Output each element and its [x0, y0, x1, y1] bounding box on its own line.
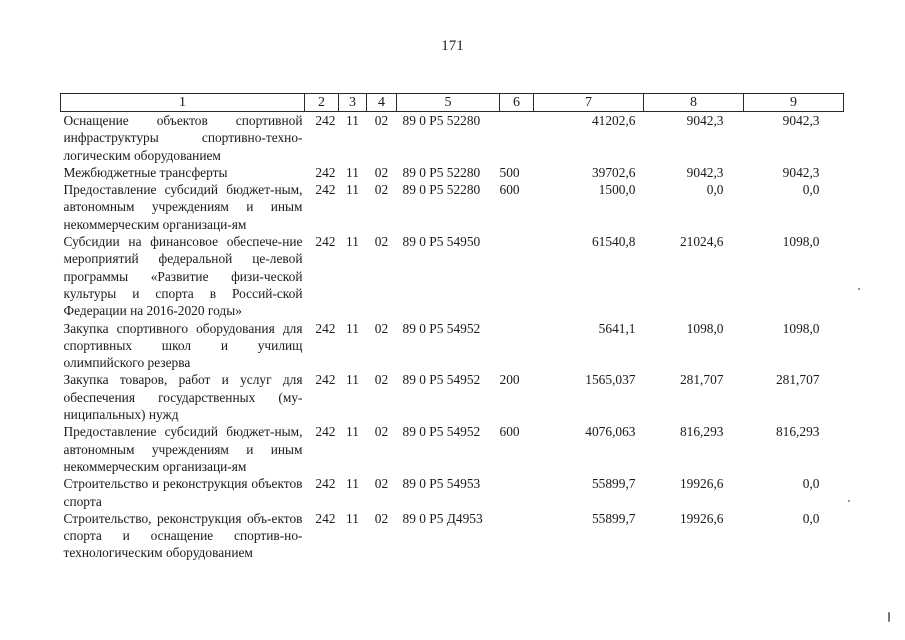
cell-code: 89 0 Р5 52280 [402, 164, 481, 180]
column-header: 7 [534, 94, 644, 112]
budget-table [60, 93, 844, 562]
cell-amount-2: 9042,3 [686, 164, 724, 180]
row-name: Предоставление субсидий бюджет-ным, автономным учреждениям и иным некоммерческим организаци-ям [63, 424, 303, 474]
scan-speck [888, 612, 890, 622]
cell-c2: 242 [315, 182, 336, 198]
cell-c2: 242 [315, 476, 336, 492]
column-header: 6 [500, 94, 534, 112]
row-name: Строительство, реконструкция объ-ектов спорта и оснащение спортив-но-технологическим оборудованием [63, 510, 303, 561]
cell-c6 [500, 233, 534, 319]
table-row [61, 510, 844, 562]
row-name: Оснащение объектов спортивной инфраструктуры спортивно-техно-логическим оборудованием [63, 113, 303, 163]
cell-c2: 242 [315, 372, 336, 388]
cell-c3: 11 [346, 510, 359, 526]
table-header-row [61, 94, 844, 112]
cell-c2: 242 [315, 510, 336, 526]
cell-amount-1: 1565,037 [585, 372, 636, 388]
cell-amount-1: 61540,8 [591, 234, 636, 250]
cell-c6: 600 [499, 182, 520, 198]
cell-amount-3: 1098,0 [782, 234, 820, 250]
cell-c4: 02 [374, 510, 389, 526]
column-header: 2 [305, 94, 339, 112]
column-header: 9 [744, 94, 844, 112]
cell-c4: 02 [374, 182, 389, 198]
row-name: Закупка спортивного оборудования для спортивных школ и училищ олимпийского резерва [63, 320, 303, 371]
cell-amount-3: 816,293 [775, 424, 820, 440]
cell-c6 [500, 320, 534, 372]
cell-c3: 11 [346, 424, 359, 440]
cell-code: 89 0 Р5 52280 [402, 182, 481, 198]
cell-c6: 500 [499, 164, 520, 180]
cell-amount-1: 1500,0 [598, 182, 636, 198]
cell-c3: 11 [346, 234, 359, 250]
cell-c4: 02 [374, 476, 389, 492]
column-header: 5 [397, 94, 500, 112]
cell-c4: 02 [374, 372, 389, 388]
cell-c2: 242 [315, 234, 336, 250]
cell-c6: 200 [499, 372, 520, 388]
scan-speck [858, 288, 860, 290]
cell-amount-3: 281,707 [775, 372, 820, 388]
cell-amount-2: 19926,6 [679, 476, 724, 492]
cell-code: 89 0 Р5 52280 [402, 113, 481, 128]
cell-amount-3: 9042,3 [782, 113, 820, 128]
table-row [61, 320, 844, 372]
cell-c3: 11 [346, 476, 359, 492]
table-row [61, 233, 844, 319]
table-row [61, 371, 844, 423]
cell-c4: 02 [374, 113, 389, 128]
table-row [61, 423, 844, 475]
cell-code: 89 0 Р5 54952 [402, 320, 481, 336]
cell-c2: 242 [315, 424, 336, 440]
cell-amount-3: 9042,3 [782, 164, 820, 180]
cell-c3: 11 [346, 113, 359, 128]
cell-code: 89 0 Р5 54952 [402, 372, 481, 388]
cell-amount-1: 55899,7 [591, 510, 636, 526]
cell-amount-3: 0,0 [802, 476, 820, 492]
cell-amount-1: 39702,6 [591, 164, 636, 180]
cell-c3: 11 [346, 164, 359, 180]
cell-c2: 242 [315, 164, 336, 180]
cell-c3: 11 [346, 320, 359, 336]
cell-code: 89 0 Р5 Д4953 [402, 510, 483, 526]
scan-speck [848, 500, 850, 502]
table-row [61, 181, 844, 233]
cell-amount-3: 0,0 [802, 182, 820, 198]
cell-amount-3: 1098,0 [782, 320, 820, 336]
cell-amount-3: 0,0 [802, 510, 820, 526]
column-header: 3 [339, 94, 367, 112]
cell-c6 [500, 475, 534, 510]
column-header: 1 [61, 94, 305, 112]
row-name: Межбюджетные трансферты [63, 164, 228, 180]
cell-c3: 11 [346, 182, 359, 198]
cell-c6: 600 [499, 424, 520, 440]
table-row [61, 164, 844, 181]
cell-c3: 11 [346, 372, 359, 388]
cell-amount-2: 0,0 [706, 182, 724, 198]
cell-code: 89 0 Р5 54952 [402, 424, 481, 440]
cell-c4: 02 [374, 234, 389, 250]
column-header: 8 [644, 94, 744, 112]
row-name: Закупка товаров, работ и услуг для обеспечения государственных (му-ниципальных) нужд [63, 372, 303, 423]
cell-amount-1: 55899,7 [591, 476, 636, 492]
table-row [61, 112, 844, 164]
cell-amount-1: 4076,063 [585, 424, 636, 440]
cell-amount-2: 816,293 [679, 424, 724, 440]
table-row [61, 475, 844, 510]
cell-code: 89 0 Р5 54953 [402, 476, 481, 492]
cell-amount-2: 9042,3 [686, 113, 724, 128]
cell-amount-2: 281,707 [679, 372, 724, 388]
cell-c6 [500, 510, 534, 562]
cell-c2: 242 [315, 320, 336, 336]
cell-c2: 242 [315, 113, 336, 128]
row-name: Строительство и реконструкция объектов спорта [63, 476, 303, 509]
cell-code: 89 0 Р5 54950 [402, 234, 481, 250]
page-number: 171 [441, 38, 464, 54]
cell-amount-1: 5641,1 [598, 320, 636, 336]
cell-amount-1: 41202,6 [591, 113, 636, 128]
cell-c4: 02 [374, 164, 389, 180]
cell-c4: 02 [374, 424, 389, 440]
cell-amount-2: 19926,6 [679, 510, 724, 526]
cell-c6 [500, 112, 534, 164]
cell-c4: 02 [374, 320, 389, 336]
column-header: 4 [367, 94, 397, 112]
row-name: Субсидии на финансовое обеспече-ние мероприятий федеральной це-левой программы «Развитие физи-ческой культуры и спорта в Россий-ской Федерации на 2016-2020 годы» [63, 234, 303, 319]
cell-amount-2: 21024,6 [679, 234, 724, 250]
row-name: Предоставление субсидий бюджет-ным, автономным учреждениям и иным некоммерческим организаци-ям [63, 182, 303, 232]
cell-amount-2: 1098,0 [686, 320, 724, 336]
